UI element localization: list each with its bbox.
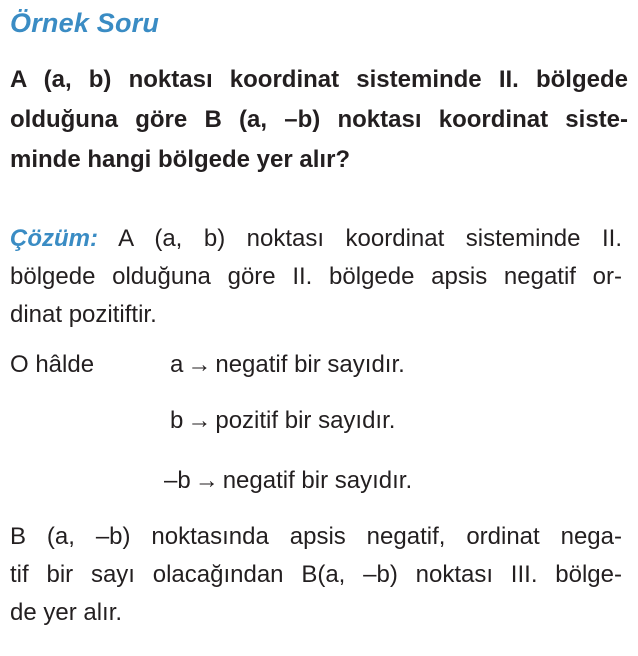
solution-line-2: bölgede olduğuna göre II. bölgede apsis negatif or- [10,263,622,290]
right-arrow-icon: → [187,407,212,434]
solution-line-1 [10,220,622,258]
conclusion-line-3: de yer alır. [10,599,123,626]
sign-row-a [170,350,405,380]
conclusion-block [10,518,622,632]
question-line-1: A (a, b) noktası koordinat sisteminde II. bölgede [10,66,628,93]
right-arrow-icon: → [187,351,212,378]
solution-line-1-text: A (a, b) noktası koordinat sisteminde II. [118,225,622,252]
sign-row-variable: a [170,351,184,378]
example-heading: Örnek Soru [10,8,160,38]
solution-block [10,220,622,334]
sign-row-b [170,406,395,436]
right-arrow-icon: → [194,467,219,494]
question-text [10,60,628,180]
solution-line-3: dinat pozitiftir. [10,301,157,328]
sign-row-variable: –b [164,467,191,494]
ohalde-label: O hâlde [10,351,95,378]
sign-row-minus-b [164,466,412,496]
solution-label: Çözüm: [10,225,98,252]
question-line-3: minde hangi bölgede yer alır? [10,146,351,173]
sign-row-text: negatif bir sayıdır. [215,351,405,378]
sign-row-text: negatif bir sayıdır. [222,467,413,494]
sign-row-variable: b [170,407,184,434]
conclusion-line-1: B (a, –b) noktasında apsis negatif, ordinat nega- [10,523,622,550]
conclusion-line-2: tif bir sayı olacağından B(a, –b) noktası III. bölge- [10,561,622,588]
sign-row-text: pozitif bir sayıdır. [215,407,396,434]
question-line-2: olduğuna göre B (a, –b) noktası koordinat siste- [10,106,628,133]
